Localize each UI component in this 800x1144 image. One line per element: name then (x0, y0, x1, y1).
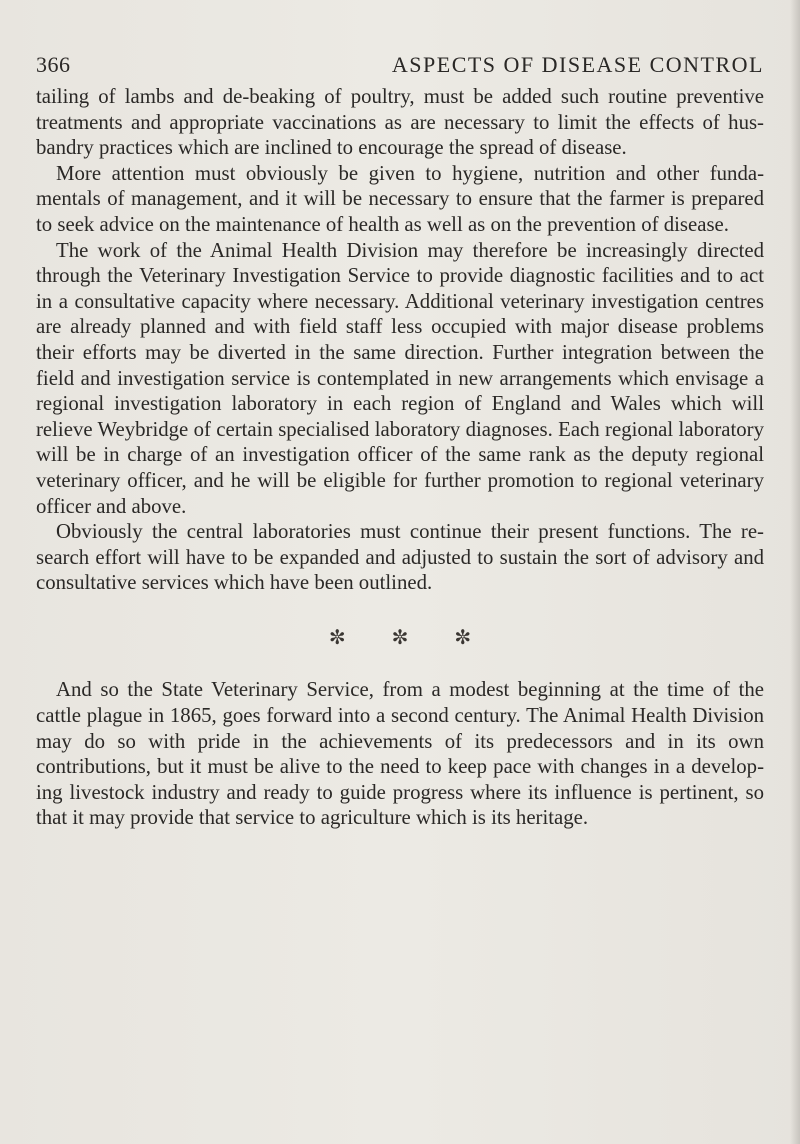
paragraph-1: tailing of lambs and de-beaking of poultry, must be added such routine preventive treatments and appropriate vaccinations as are necessary to limit the effects of hus-bandry practices which are inclined to encourage the spread of disease. (36, 85, 764, 160)
asterism-ornament-icon: ✼ (391, 626, 409, 649)
page-number: 366 (36, 52, 71, 77)
running-head (36, 52, 764, 82)
section-ornament (36, 626, 764, 652)
paragraph-4: Obviously the central laboratories must continue their present functions. The re-search effort will have to be expanded and adjusted to sustain the sort of advisory and consultative services which have been outlined. (36, 520, 764, 595)
closing-paragraph: And so the State Veterinary Service, from a modest beginning at the time of the cattle plague in 1865, goes forward into a second century. The Animal Health Division may do so with pride in the achievements of its predecessors and in its own contributions, but it must be alive to the need to keep pace with changes in a develop-ing livestock industry and ready to guide progress where its influence is pertinent, so that it may provide that service to agriculture which is its heritage. (36, 678, 764, 830)
paragraph-3: The work of the Animal Health Division may therefore be increasingly directed through the Veterinary Investigation Service to provide diagnostic facilities and to act in a consultative capacity where necessary. Additional veterinary investigation centres are already planned and with field staff less occupied with major disease problems their efforts may be diverted in the same direction. Further integration between the field and investigation service is contemplated in new arrangements which envisage a regional investigation laboratory in each region of England and Wales which will relieve Weybridge of certain specialised laboratory diagnoses. Each regional laboratory will be in charge of an investigation officer of the same rank as the deputy regional veterinary officer, and he will be eligible for further promotion to regional veterinary officer and above. (36, 238, 764, 518)
asterism-ornament-icon: ✼ (454, 626, 472, 649)
asterism-ornament-icon: ✼ (328, 626, 346, 649)
running-title: ASPECTS OF DISEASE CONTROL (391, 52, 764, 77)
paragraph-2: More attention must obviously be given to hygiene, nutrition and other funda-mentals of management, and it will be necessary to ensure that the farmer is prepared to seek advice on the maintenance of health as well as on the prevention of disease. (36, 161, 764, 236)
body-text (36, 84, 764, 831)
